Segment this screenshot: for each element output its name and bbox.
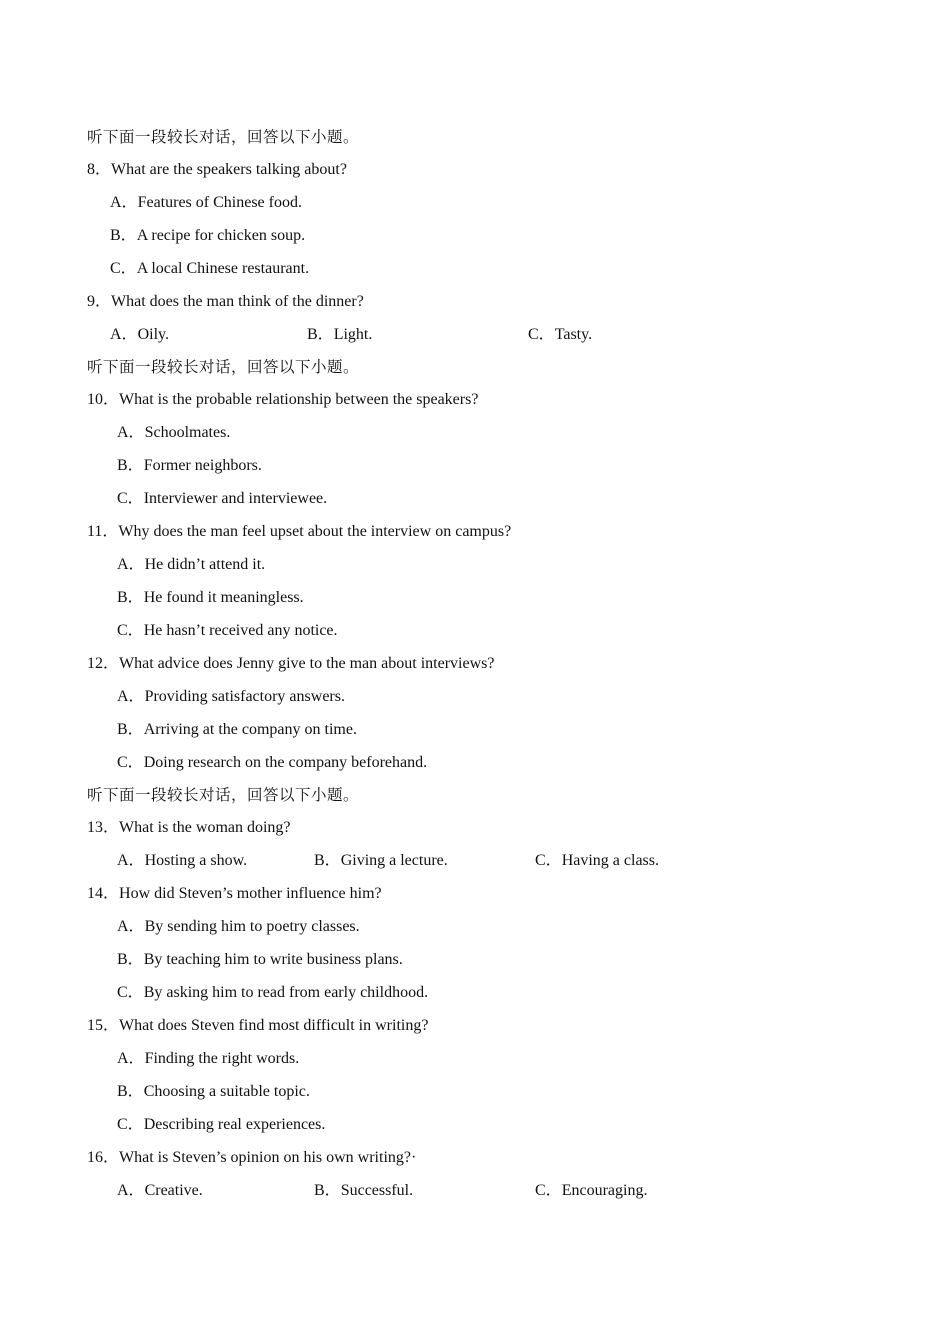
option-text: Having a class. [561,852,659,869]
option-text: Providing satisfactory answers. [144,688,345,705]
question-number: 15． [87,1017,120,1034]
answer-option[interactable] [117,983,428,1003]
section-instruction: 听下面一段较长对话，回答以下小题。 [87,359,360,376]
question-number: 12． [87,655,120,672]
question-stem [87,292,364,312]
option-text: Interviewer and interviewee. [143,490,328,507]
option-letter: A． [117,1182,145,1199]
option-letter: A． [117,1050,145,1067]
answer-option[interactable] [314,1181,413,1201]
question-stem [87,1148,416,1168]
option-text: Former neighbors. [143,457,262,474]
answer-option[interactable] [110,193,302,213]
answer-option[interactable] [110,259,309,279]
answer-option[interactable] [117,753,427,773]
option-text: By sending him to poetry classes. [144,918,360,935]
option-letter: A． [110,326,138,343]
answer-option[interactable] [314,851,448,871]
option-letter: C． [535,852,562,869]
question-text: What is Steven’s opinion on his own writing?· [119,1149,417,1166]
question-text: Why does the man feel upset about the interview on campus? [118,523,512,540]
answer-option[interactable] [117,1049,299,1069]
option-text: Oily. [137,326,169,343]
question-number: 10． [87,391,120,408]
answer-option[interactable] [117,621,338,641]
answer-option[interactable] [110,226,305,246]
option-text: Creative. [144,1182,203,1199]
answer-option[interactable] [117,1181,203,1201]
answer-option[interactable] [307,325,372,345]
answer-option[interactable] [535,851,659,871]
option-text: Features of Chinese food. [137,194,302,211]
question-stem [87,654,494,674]
option-letter: A． [117,688,145,705]
option-text: Light. [333,326,373,343]
answer-option[interactable] [110,325,169,345]
option-text: Giving a lecture. [340,852,448,869]
option-letter: B． [110,227,137,244]
option-letter: B． [314,852,341,869]
option-letter: C． [117,490,144,507]
question-text: What is the woman doing? [119,819,291,836]
option-letter: B． [117,721,144,738]
option-letter: C． [110,260,137,277]
option-letter: B． [117,951,144,968]
question-number: 8． [87,161,112,178]
option-letter: A． [117,918,145,935]
question-number: 13． [87,819,120,836]
option-letter: B． [314,1182,341,1199]
option-text: He hasn’t received any notice. [143,622,338,639]
option-text: He found it meaningless. [143,589,304,606]
answer-option[interactable] [117,950,403,970]
option-letter: B． [117,589,144,606]
option-letter: A． [110,194,138,211]
option-text: Finding the right words. [144,1050,300,1067]
option-letter: C． [117,754,144,771]
answer-option[interactable] [117,687,345,707]
option-letter: C． [535,1182,562,1199]
option-letter: C． [528,326,555,343]
option-text: He didn’t attend it. [144,556,266,573]
answer-option[interactable] [117,423,230,443]
question-text: How did Steven’s mother influence him? [119,885,382,902]
question-stem [87,522,511,542]
question-text: What is the probable relationship between the speakers? [119,391,479,408]
answer-option[interactable] [117,1082,310,1102]
option-letter: C． [117,1116,144,1133]
answer-option[interactable] [117,555,265,575]
option-text: By teaching him to write business plans. [143,951,403,968]
question-stem [87,390,478,410]
answer-option[interactable] [535,1181,647,1201]
answer-option[interactable] [117,456,262,476]
option-letter: C． [117,984,144,1001]
option-letter: A． [117,424,145,441]
option-text: Schoolmates. [144,424,231,441]
option-text: Arriving at the company on time. [143,721,357,738]
option-text: A local Chinese restaurant. [136,260,310,277]
option-text: Encouraging. [561,1182,648,1199]
answer-option[interactable] [117,917,360,937]
section-instruction: 听下面一段较长对话，回答以下小题。 [87,787,360,804]
answer-option[interactable] [117,851,247,871]
option-text: A recipe for chicken soup. [136,227,306,244]
question-text: What does the man think of the dinner? [111,293,364,310]
answer-option[interactable] [117,588,304,608]
answer-option[interactable] [117,720,357,740]
option-text: Successful. [340,1182,414,1199]
question-number: 16． [87,1149,120,1166]
question-number: 11． [87,523,119,540]
question-text: What does Steven find most difficult in writing? [119,1017,429,1034]
option-text: Hosting a show. [144,852,248,869]
option-text: Describing real experiences. [143,1116,326,1133]
answer-option[interactable] [117,489,327,509]
answer-option[interactable] [117,1115,325,1135]
option-letter: B． [117,457,144,474]
question-stem [87,818,291,838]
option-text: By asking him to read from early childhood. [143,984,429,1001]
question-stem [87,160,347,180]
question-stem [87,1016,428,1036]
option-text: Tasty. [554,326,593,343]
option-text: Choosing a suitable topic. [143,1083,310,1100]
question-stem [87,884,382,904]
question-number: 9． [87,293,112,310]
option-letter: B． [307,326,334,343]
option-letter: A． [117,556,145,573]
section-instruction: 听下面一段较长对话，回答以下小题。 [87,129,360,146]
option-text: Doing research on the company beforehand. [143,754,428,771]
option-letter: B． [117,1083,144,1100]
answer-option[interactable] [528,325,592,345]
option-letter: C． [117,622,144,639]
question-text: What are the speakers talking about? [111,161,347,178]
option-letter: A． [117,852,145,869]
question-number: 14． [87,885,120,902]
question-text: What advice does Jenny give to the man about interviews? [119,655,495,672]
